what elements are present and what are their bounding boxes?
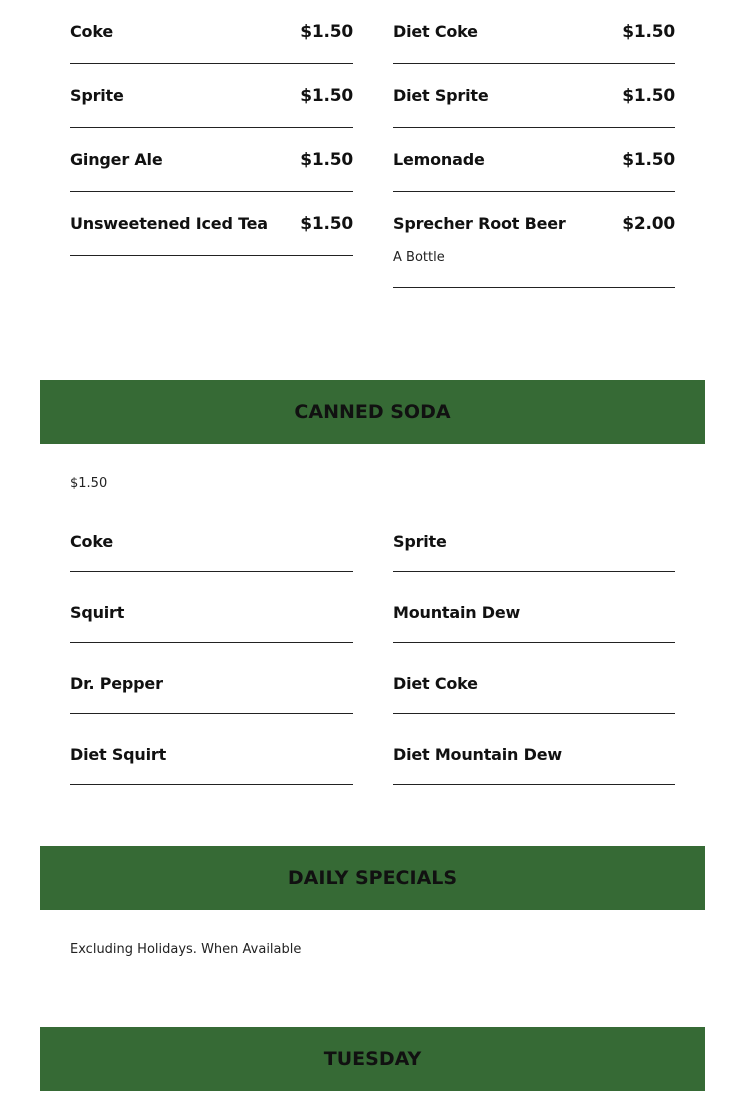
section-title: DAILY SPECIALS	[287, 867, 458, 889]
section-banner-tuesday	[40, 1027, 705, 1091]
menu-item-price: $1.50	[300, 214, 353, 234]
menu-item	[70, 64, 353, 128]
menu-item-description: A Bottle	[393, 250, 445, 265]
menu-item	[70, 501, 353, 572]
menu-item-name: Sprite	[393, 532, 447, 551]
section-banner-canned-soda	[40, 380, 705, 444]
menu-item-name: Unsweetened Iced Tea	[70, 214, 268, 233]
menu-item-row	[393, 86, 675, 106]
menu-item	[393, 64, 675, 128]
menu-item-name: Diet Squirt	[70, 745, 167, 764]
menu-item-price: $1.50	[300, 86, 353, 106]
menu-item	[393, 0, 675, 64]
section-note: Excluding Holidays. When Available	[70, 942, 302, 957]
menu-item-name: Dr. Pepper	[70, 674, 163, 693]
menu-item	[393, 128, 675, 192]
menu-item-row	[393, 214, 675, 234]
menu-item-name: Coke	[70, 532, 113, 551]
menu-item	[70, 643, 353, 714]
section-title: TUESDAY	[323, 1048, 422, 1070]
menu-item-row	[70, 22, 353, 42]
menu-item	[393, 572, 675, 643]
section-note: $1.50	[70, 476, 108, 491]
menu-item-name: Sprite	[70, 86, 124, 105]
menu-item-price: $1.50	[300, 150, 353, 170]
menu-item-name: Diet Sprite	[393, 86, 489, 105]
menu-item-row	[70, 86, 353, 106]
menu-item-row	[70, 214, 353, 234]
menu-item	[393, 192, 675, 288]
section-banner-daily-specials	[40, 846, 705, 910]
menu-item-price: $1.50	[622, 86, 675, 106]
menu-item	[393, 714, 675, 785]
menu-item-price: $1.50	[622, 22, 675, 42]
menu-item-name: Sprecher Root Beer	[393, 214, 566, 233]
menu-item-price: $1.50	[300, 22, 353, 42]
menu-item	[70, 128, 353, 192]
menu-item-name: Ginger Ale	[70, 150, 163, 169]
menu-item-name: Mountain Dew	[393, 603, 521, 622]
menu-item	[393, 501, 675, 572]
canned-soda-grid	[70, 501, 675, 785]
menu-item-name: Diet Coke	[393, 22, 478, 41]
menu-item-price: $2.00	[622, 214, 675, 234]
menu-item	[70, 192, 353, 256]
menu-item-name: Squirt	[70, 603, 125, 622]
menu-item-name: Lemonade	[393, 150, 485, 169]
menu-item	[70, 0, 353, 64]
menu-item-name: Diet Mountain Dew	[393, 745, 562, 764]
menu-item-price: $1.50	[622, 150, 675, 170]
menu-item-name: Coke	[70, 22, 113, 41]
menu-item	[70, 714, 353, 785]
fountain-drinks-grid	[70, 0, 675, 288]
menu-item-name: Diet Coke	[393, 674, 478, 693]
menu-item	[70, 572, 353, 643]
menu-item-row	[393, 22, 675, 42]
menu-item-row	[70, 150, 353, 170]
section-title: CANNED SODA	[294, 401, 451, 423]
menu-item-row	[393, 150, 675, 170]
menu-item	[393, 643, 675, 714]
